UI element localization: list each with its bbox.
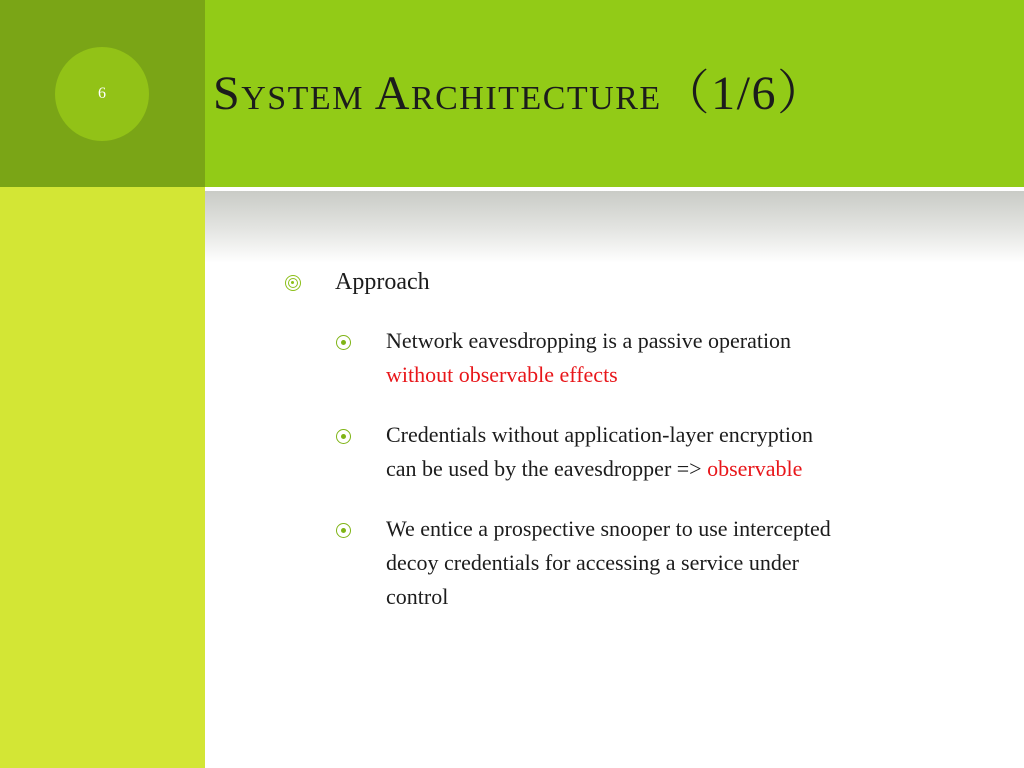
sub-bullet-3-text-line3: control bbox=[386, 584, 449, 609]
circled-dot-icon bbox=[336, 523, 351, 538]
sub-bullet-3 bbox=[336, 512, 976, 614]
header-shadow bbox=[205, 191, 1024, 263]
slide-number: 6 bbox=[98, 85, 106, 102]
sub-bullet-2 bbox=[336, 418, 976, 486]
slide-content bbox=[284, 264, 984, 640]
sub-bullet-1-text: Network eavesdropping is a passive operation bbox=[386, 328, 792, 353]
sub-bullet-1-highlight: without observable effects bbox=[386, 362, 618, 387]
circled-dot-icon bbox=[336, 335, 351, 350]
sub-bullet-2-highlight: observable bbox=[707, 456, 803, 481]
sub-bullet-2-text: Credentials without application-layer encryption bbox=[386, 422, 814, 447]
circled-dot-icon bbox=[336, 429, 351, 444]
sub-bullet-1 bbox=[336, 324, 976, 392]
concentric-circles-icon bbox=[285, 275, 301, 291]
bullet-approach-text: Approach bbox=[335, 269, 430, 295]
bullet-approach bbox=[284, 264, 984, 300]
left-strip bbox=[0, 187, 205, 768]
sub-bullet-3-text-line2: decoy credentials for accessing a service under bbox=[386, 550, 799, 575]
sub-bullet-3-text: We entice a prospective snooper to use intercepted bbox=[386, 516, 831, 541]
slide-number-badge bbox=[55, 47, 149, 141]
slide-title: System Architecture（1/6） bbox=[213, 67, 827, 120]
sub-bullet-2-text-line2: can be used by the eavesdropper => bbox=[386, 456, 708, 481]
